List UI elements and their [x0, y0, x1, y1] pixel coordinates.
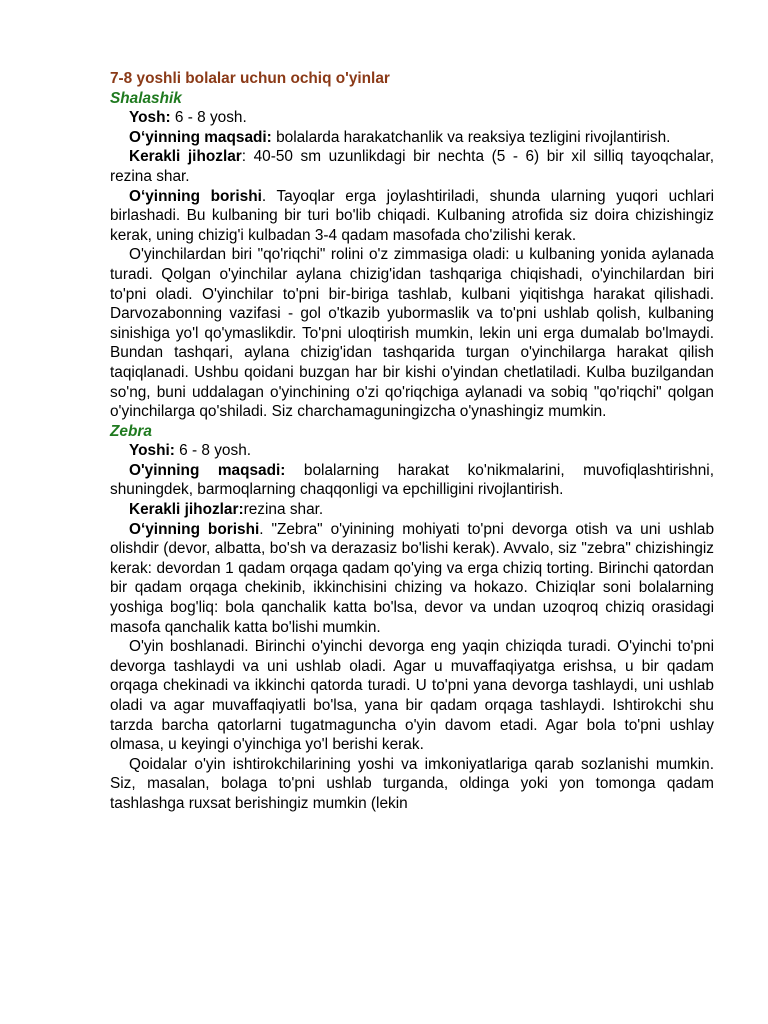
paragraph-text: rezina shar.	[243, 501, 324, 519]
paragraph-text: 6 - 8 yosh.	[174, 442, 252, 460]
paragraph	[110, 500, 714, 520]
field-label: Yoshi:	[129, 442, 175, 460]
field-label: O'yinning maqsadi:	[129, 461, 286, 479]
paragraph-text: : 40-50 sm uzunlikdagi bir nechta (5 - 6) bir xil silliq tayoqchalar, rezina shar.	[110, 148, 714, 185]
paragraph	[110, 461, 714, 500]
paragraph	[110, 245, 714, 421]
paragraph	[110, 108, 714, 128]
field-label: Kerakli jihozlar:	[129, 501, 244, 519]
field-label: Kerakli jihozlar	[129, 148, 242, 166]
document-page	[110, 69, 714, 814]
paragraph-text: . Tayoqlar erga joylashtiriladi, shunda ularning yuqori uchlari birlashadi. Bu kulbaning bir turi bo'lib chiqadi. Kulbaning atrofida siz doira chizishingiz kerak, uning chizig'i kulbadan 3-4 qadam masofada cho'zilishi kerak.	[110, 187, 714, 244]
paragraph	[110, 187, 714, 246]
paragraph	[110, 755, 714, 814]
paragraph-text: O'yin boshlanadi. Birinchi o'yinchi devorga eng yaqin chiziqda turadi. O'yinchi to'pni devorga tashlaydi va uni ushlab oladi. Agar u muvaffaqiyatga erishsa, u bir qadam orqaga chekinadi va ikkinchi qatorda turadi. U to'pni yana devorga tashlaydi, uni ushlab oladi va agar muvaffaqiyatli bo'lsa, yana bir qadam orqaga tashlaydi. Ishtirokchi shu tarzda barcha qatorlarni tugatmaguncha o'yin davom etadi. Agar bola to'pni ushlay olmasa, u keyingi o'yinchiga yo'l berishi kerak.	[110, 638, 714, 754]
document-title: 7-8 yoshli bolalar uchun ochiq o'yinlar	[110, 70, 390, 87]
paragraph-text: Qoidalar o'yin ishtirokchilarining yoshi va imkoniyatlariga qarab sozlanishi mumkin. Siz, masalan, bolaga to'pni ushlab turganda, oldinga yoki yon tomonga qadam tashlashga ruxsat berishingiz mumkin (lekin	[110, 755, 714, 812]
game-title-zebra: Zebra	[110, 422, 152, 440]
paragraph	[110, 128, 714, 148]
paragraph	[110, 441, 714, 461]
paragraph-text: bolalarda harakatchanlik va reaksiya tezligini rivojlantirish.	[271, 128, 671, 146]
paragraph-text: O'yinchilardan biri "qo'riqchi" rolini o'z zimmasiga oladi: u kulbaning yonida aylanada turadi. Qolgan o'yinchilar aylana chizig'idan tashqariga chiqishadi, o'yinchilardan biri to'pni oladi. O'yinchilar to'pni bir-biriga tashlab, kulbani yiqitishga harakat qilishadi. Darvozabonning vazifasi - gol o'tkazib yubormaslik va to'pni ushlab qolish, kulbaning sinishiga yo'l qo'ymaslikdir. To'pni uloqtirish mumkin, lekin uni erga dumalab bo'lmaydi. Bundan tashqari, aylana chizig'idan tashqarida turgan o'yinchilarga harakat qilish taqiqlanadi. Ushbu qoidani buzgan har bir kishi o'yindan chetlatiladi. Kulba buzilgandan so'ng, buni uddalagan o'yinchining o'zi qo'riqchiga aylanadi va sobiq "qo'riqchi" qolgan o'yinchilarga qo'shiladi. Siz charchamaguningizcha o'ynashingiz mumkin.	[110, 246, 714, 421]
paragraph-text: 6 - 8 yosh.	[170, 109, 247, 127]
paragraph	[110, 637, 714, 755]
field-label: Yosh:	[129, 109, 171, 127]
paragraph-text: . "Zebra" o'yinining mohiyati to'pni devorga otish va uni ushlab olishdir (devor, albatta, bo'sh va derazasiz bo'lishi kerak). Avvalo, siz "zebra" chizishingiz kerak: devordan 1 qadam orqaga qadam qo'ying va erga chiziq torting. Birinchi qatordan bir qadam orqaga chekinib, ikkinchisini chizing va hokazo. Chiziqlar soni bolalarning yoshiga bog'liq: bola qanchalik katta bo'lsa, devor va undan uzoqroq chiziq orasidagi masofa qanchalik katta bo'lishi mumkin.	[110, 520, 714, 636]
field-label: O‘yinning borishi	[129, 187, 262, 205]
field-label: O‘yinning borishi	[129, 520, 260, 538]
field-label: O‘yinning maqsadi:	[129, 128, 272, 146]
paragraph	[110, 520, 714, 638]
game-title-shalashik: Shalashik	[110, 89, 182, 107]
paragraph	[110, 147, 714, 186]
paragraph-text: bolalarning harakat ko'nikmalarini, muvofiqlashtirishni, shuningdek, barmoqlarning chaqqonligi va epchilligini rivojlantirish.	[110, 461, 714, 499]
